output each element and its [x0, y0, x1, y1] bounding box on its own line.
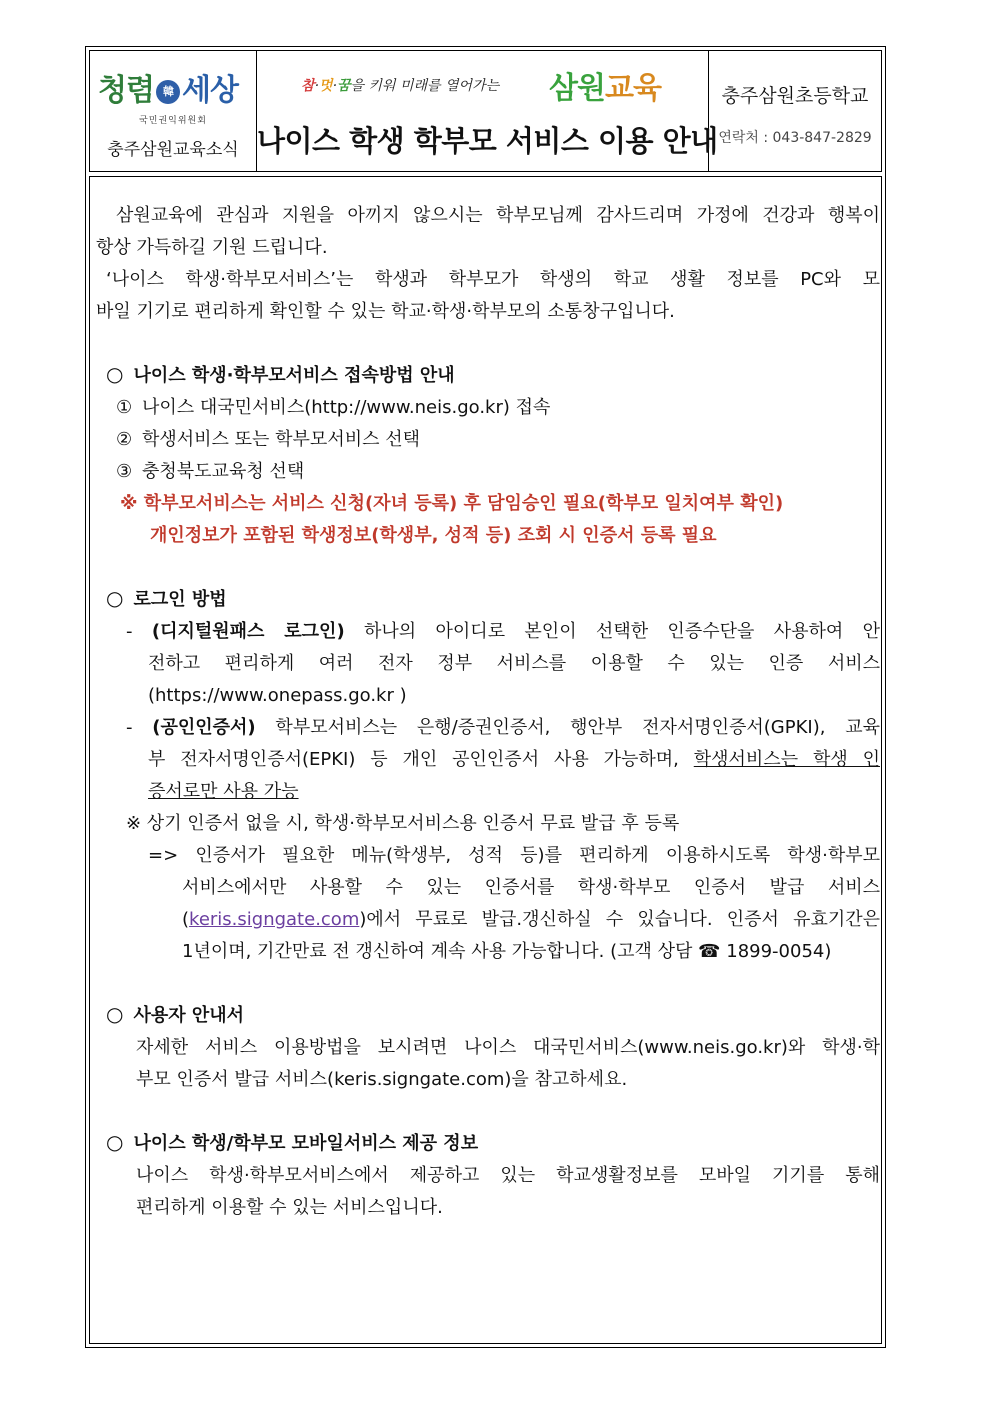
circle-bullet-icon: ○: [106, 1002, 124, 1026]
intro-line-1: 삼원교육에 관심과 지원을 아끼지 않으시는 학부모님께 감사드리며 가정에 건강과 행복이: [116, 205, 880, 226]
arrow-text-3: )에서 무료로 발급.갱신하실 수 있습니다. 인증서 유효기간은: [359, 909, 880, 930]
intro-line-2: 항상 가득하길 기원 드립니다.: [96, 237, 328, 258]
login-cert-line-1: [126, 712, 880, 744]
brand-a: 삼원: [549, 71, 605, 106]
dash-bullet: -: [126, 717, 133, 738]
slogan-b: 멋: [318, 78, 333, 94]
cert-arrow-line-2: 서비스에서만 사용할 수 있는 인증서를 학생·학부모 인증서 발급 서비스: [182, 877, 880, 898]
document-title: 나이스 학생 학부모 서비스 이용 안내: [257, 124, 718, 158]
mobile-line-2: 편리하게 이용할 수 있는 서비스입니다.: [136, 1197, 443, 1218]
slogan: [301, 75, 499, 95]
onepass-label: (디지털원패스 로그인): [151, 621, 345, 642]
item-number: ①: [116, 397, 133, 418]
brand-b: 교육: [604, 71, 661, 106]
warning-note-2: 개인정보가 포함된 학생정보(학생부, 성적 등) 조회 시 인증서 등록 필요: [150, 525, 717, 546]
cert-text-2: 부 전자서명인증서(EPKI) 등 개인 공인인증서 사용 가능하며,: [148, 749, 694, 770]
section-access-title: [106, 358, 880, 392]
mobile-line-1: 나이스 학생·학부모서비스에서 제공하고 있는 학교생활정보를 모바일 기기를 통해: [136, 1165, 880, 1186]
content: [96, 200, 880, 1224]
circle-bullet-icon: ○: [106, 586, 124, 610]
circle-bullet-icon: ○: [106, 1130, 124, 1154]
logo-text-1: 청렴: [98, 73, 154, 108]
section-guide-title: [106, 998, 880, 1032]
cert-arrow-line-4: 1년이며, 기간만료 전 갱신하여 계속 사용 가능합니다. (고객 상담 ☎ 1899-0054): [182, 941, 832, 962]
header-left-cell: [90, 51, 257, 171]
cert-arrow-line-3: [182, 904, 880, 936]
signgate-link[interactable]: keris.signgate.com: [189, 909, 360, 930]
integrity-logo: [98, 65, 238, 109]
newsletter-label: 충주삼원교육소식: [107, 140, 239, 160]
section-access-title-text: 나이스 학생·학부모서비스 접속방법 안내: [133, 365, 455, 386]
warning-note-1: ※ 학부모서비스는 서비스 신청(자녀 등록) 후 담임승인 필요(학부모 일치여부 확인): [120, 493, 784, 514]
header-right-cell: [709, 51, 881, 171]
section-mobile-title-text: 나이스 학생/학부모 모바일서비스 제공 정보: [133, 1133, 479, 1154]
login-onepass-line-2: 전하고 편리하게 여러 전자 정부 서비스를 이용할 수 있는 인증 서비스: [148, 653, 880, 674]
item-number: ②: [116, 429, 133, 450]
brand-logo: [549, 63, 661, 107]
item-text: 충청북도교육청 선택: [142, 461, 305, 482]
arrow-text-1: 인증서가 필요한 메뉴(학생부, 성적 등)를 편리하게 이용하시도록 학생·학부모: [178, 845, 880, 866]
cert-text-1: 학부모서비스는 은행/증권인증서, 행안부 전자서명인증서(GPKI), 교육: [255, 717, 880, 738]
item-number: ③: [116, 461, 133, 482]
guide-line-2: 부모 인증서 발급 서비스(keris.signgate.com)을 참고하세요.: [136, 1069, 628, 1090]
logo-text-2: 세상: [181, 73, 238, 108]
contact-info: 연락처 : 043-847-2829: [718, 130, 872, 146]
onepass-text-1: 하나의 아이디로 본인이 선택한 인증수단을 사용하여 안: [344, 621, 880, 642]
slogan-rest: 을 키워 미래를 열어가는: [350, 78, 500, 94]
dash-bullet: -: [126, 621, 133, 642]
circle-bullet-icon: ○: [106, 362, 124, 386]
paren-open: (: [182, 909, 190, 930]
intro-line-4: 바일 기기로 편리하게 확인할 수 있는 학교·학생·학부모의 소통창구입니다.: [96, 301, 675, 322]
spacer: [96, 552, 880, 582]
login-onepass-line-1: [126, 616, 880, 648]
section-mobile-title: [106, 1126, 880, 1160]
arrow-bullet: =>: [148, 845, 179, 866]
section-login-title: [106, 582, 880, 616]
login-onepass-line-3: (https://www.onepass.go.kr ): [148, 685, 407, 706]
slogan-c: 꿈: [336, 78, 351, 94]
section-login-title-text: 로그인 방법: [133, 589, 227, 610]
item-text: 나이스 대국민서비스(http://www.neis.go.kr) 접속: [142, 397, 551, 418]
list-item: [116, 456, 880, 488]
school-name: 충주삼원초등학교: [721, 85, 869, 107]
header-title-cell: [257, 51, 718, 171]
slogan-a: 참: [301, 78, 315, 94]
item-text: 학생서비스 또는 학부모서비스 선택: [142, 429, 420, 450]
list-item: [116, 424, 880, 456]
slogan-sep1: ·: [314, 78, 319, 94]
spacer: [96, 1096, 880, 1126]
section-guide-title-text: 사용자 안내서: [133, 1005, 245, 1026]
logo-org-name: 국민권익위원회: [139, 116, 207, 126]
spacer: [96, 968, 880, 998]
login-cert-line-3: [148, 776, 880, 808]
intro-line-3: ‘나이스 학생·학부모서비스’는 학생과 학부모가 학생의 학교 생활 정보를 PC와 모: [106, 269, 880, 290]
spacer: [96, 328, 880, 358]
guide-line-1: 자세한 서비스 이용방법을 보시려면 나이스 대국민서비스(www.neis.go.kr)와 학생·학: [136, 1037, 880, 1058]
login-cert-line-2: [148, 744, 880, 776]
cert-label: (공인인증서): [152, 717, 256, 738]
header-table: [89, 50, 882, 172]
logo-badge-icon: 韓: [156, 80, 180, 104]
cert-text-2-underlined: 학생서비스는 학생 인: [693, 749, 880, 770]
list-item: [116, 392, 880, 424]
cert-text-3-underlined: 증서로만 사용 가능: [148, 781, 299, 802]
slogan-sep2: ·: [332, 78, 337, 94]
cert-arrow-line-1: [148, 840, 880, 872]
cert-note: ※ 상기 인증서 없을 시, 학생·학부모서비스용 인증서 무료 발급 후 등록: [126, 813, 680, 834]
